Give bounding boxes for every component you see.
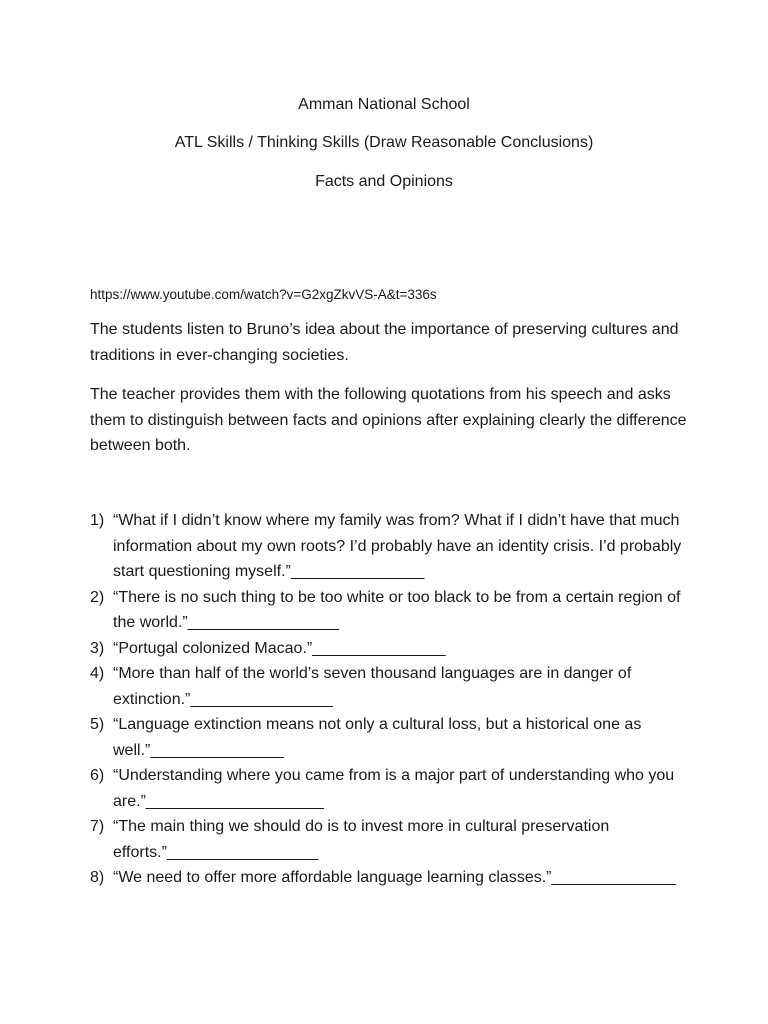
list-item [90, 636, 690, 662]
school-name: Amman National School [298, 96, 470, 113]
quote-text: “There is no such thing to be too white or too black to be from a certain region of the world.”_________________ [113, 588, 681, 631]
quote-text: “Language extinction means not only a cultural loss, but a historical one as well.”_______________ [113, 716, 642, 759]
quote-text: “Portugal colonized Macao.”_______________ [113, 639, 446, 657]
list-item [90, 712, 690, 763]
item-number: 4) [90, 665, 105, 682]
item-number: 1) [90, 512, 105, 529]
item-number: 7) [90, 818, 105, 835]
list-item [90, 814, 690, 865]
list-item [90, 763, 690, 814]
item-number: 3) [90, 639, 105, 657]
list-item [90, 865, 690, 891]
quotation-list [90, 508, 690, 891]
quote-text: “Understanding where you came from is a major part of understanding who you are.”____________________ [113, 767, 675, 810]
instructions-paragraph: The teacher provides them with the following quotations from his speech and asks them to distinguish between facts and opinions after explaining clearly the difference between both. [90, 386, 687, 454]
list-item [90, 661, 690, 712]
item-number: 8) [90, 869, 105, 886]
quote-text: “The main thing we should do is to invest more in cultural preservation efforts.”_________________ [113, 818, 610, 861]
quote-text: “What if I didn’t know where my family was from? What if I didn’t have that much information about my own roots? I’d probably have an identity crisis. I’d probably start questioning myself.”_______________ [113, 512, 682, 580]
document-subtitle: ATL Skills / Thinking Skills (Draw Reasonable Conclusions) [174, 134, 594, 151]
document-heading: Facts and Opinions [315, 173, 453, 190]
quote-text: “We need to offer more affordable language learning classes.”______________ [113, 869, 677, 886]
intro-paragraph: The students listen to Bruno’s idea about the importance of preserving cultures and traditions in ever-changing societies. [90, 321, 679, 364]
list-item [90, 585, 690, 636]
list-item [90, 508, 690, 585]
item-number: 6) [90, 767, 105, 784]
video-url: https://www.youtube.com/watch?v=G2xgZkvVS-A&t=336s [90, 287, 437, 302]
quote-text: “More than half of the world’s seven thousand languages are in danger of extinction.”________________ [113, 665, 632, 708]
item-number: 5) [90, 716, 105, 733]
item-number: 2) [90, 588, 105, 606]
